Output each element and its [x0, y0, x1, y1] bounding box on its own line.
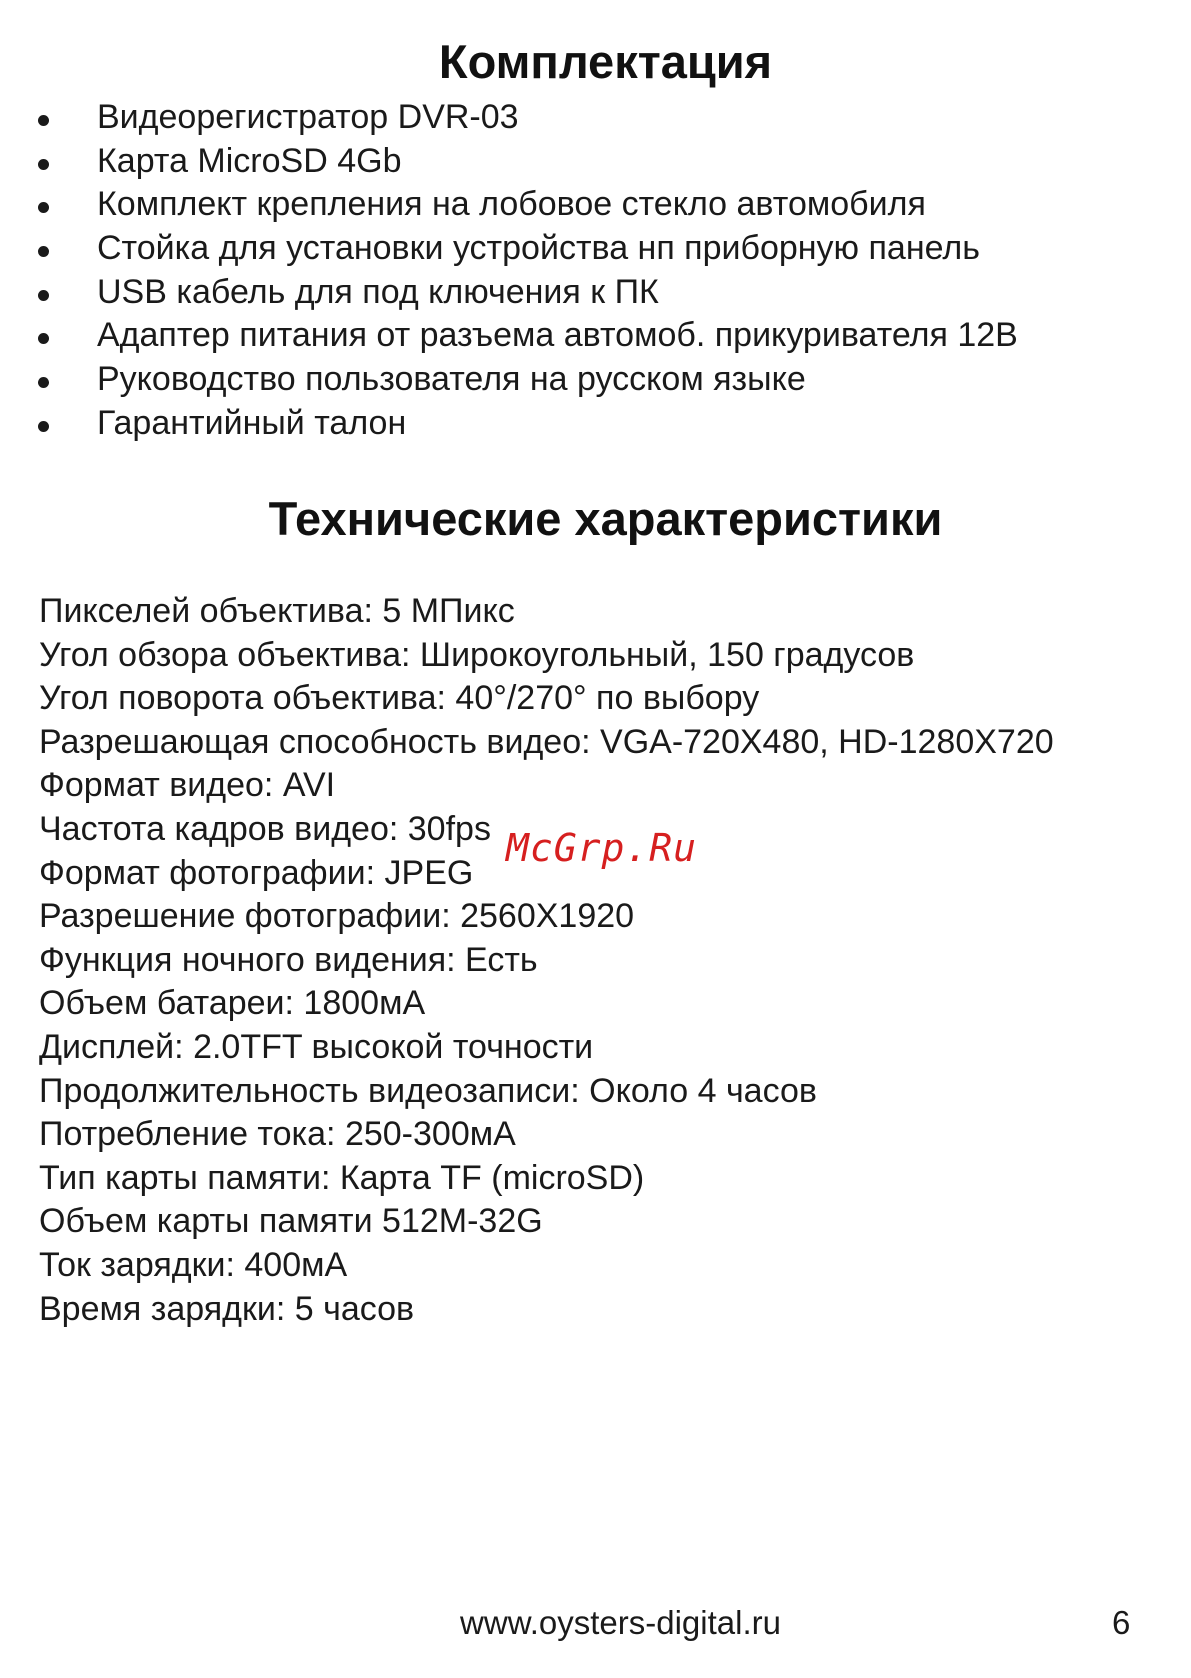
- kit-item-text: Комплект крепления на лобовое стекло автомобиля: [97, 185, 926, 224]
- bullet-icon: [38, 159, 49, 170]
- bullet-icon: [38, 246, 49, 257]
- kit-item: [0, 183, 1018, 227]
- kit-item-text: Стойка для установки устройства нп приборную панель: [97, 229, 980, 268]
- bullet-icon: [38, 115, 49, 126]
- kit-item-text: Адаптер питания от разъема автомоб. прикуривателя 12В: [97, 316, 1018, 355]
- spec-item: Формат видео: AVI: [39, 766, 336, 805]
- kit-item: [0, 96, 1018, 140]
- kit-item-text: Видеорегистратор DVR-03: [97, 98, 519, 136]
- spec-item: Угол поворота объектива: 40°/270° по выбору: [39, 679, 760, 718]
- spec-item: Пикселей объектива: 5 МПикс: [39, 592, 515, 630]
- kit-list: [0, 96, 1018, 446]
- kit-item-text: USB кабель для под ключения к ПК: [97, 272, 659, 311]
- spec-item: Разрешающая способность видео: VGA-720X480, HD-1280X720: [39, 722, 1054, 761]
- page-number: 6: [1112, 1604, 1131, 1641]
- spec-item: Время зарядки: 5 часов: [39, 1289, 415, 1328]
- spec-item: Частота кадров видео: 30fps: [39, 809, 491, 848]
- spec-item: Формат фотографии: JPEG: [39, 853, 474, 892]
- spec-item: Угол обзора объектива: Широкоугольный, 150 градусов: [39, 635, 915, 674]
- watermark: McGrp.Ru: [506, 826, 698, 870]
- spec-item: Функция ночного видения: Есть: [39, 940, 538, 979]
- kit-item: [0, 402, 1018, 446]
- spec-list: [39, 590, 1054, 1331]
- kit-item-text: Карта MicroSD 4Gb: [97, 141, 402, 180]
- bullet-icon: [38, 290, 49, 301]
- kit-item: [0, 140, 1018, 184]
- bullet-icon: [38, 421, 49, 432]
- kit-item-text: Руководство пользователя на русском языке: [97, 360, 806, 399]
- spec-item: Потребление тока: 250-300мА: [39, 1115, 516, 1154]
- spec-item: Разрешение фотографии: 2560X1920: [39, 897, 635, 936]
- spec-item: Ток зарядки: 400мА: [39, 1245, 348, 1284]
- footer-url: www.oysters-digital.ru: [460, 1604, 781, 1641]
- kit-item: [0, 314, 1018, 358]
- spec-item: Объем батареи: 1800мА: [39, 984, 426, 1023]
- kit-item: [0, 227, 1018, 271]
- kit-item: [0, 358, 1018, 402]
- spec-item: Продолжительность видеозаписи: Около 4 часов: [39, 1071, 817, 1110]
- bullet-icon: [38, 377, 49, 388]
- section-title-kit: Комплектация: [438, 35, 773, 88]
- spec-item: Дисплей: 2.0TFT высокой точности: [39, 1027, 594, 1066]
- kit-item: [0, 271, 1018, 315]
- spec-item: Тип карты памяти: Карта TF (microSD): [39, 1158, 645, 1197]
- kit-item-text: Гарантийный талон: [97, 403, 407, 442]
- section-title-specs: Технические характеристики: [268, 492, 943, 545]
- spec-item: Объем карты памяти 512M-32G: [39, 1202, 543, 1241]
- bullet-icon: [38, 333, 49, 344]
- bullet-icon: [38, 202, 49, 213]
